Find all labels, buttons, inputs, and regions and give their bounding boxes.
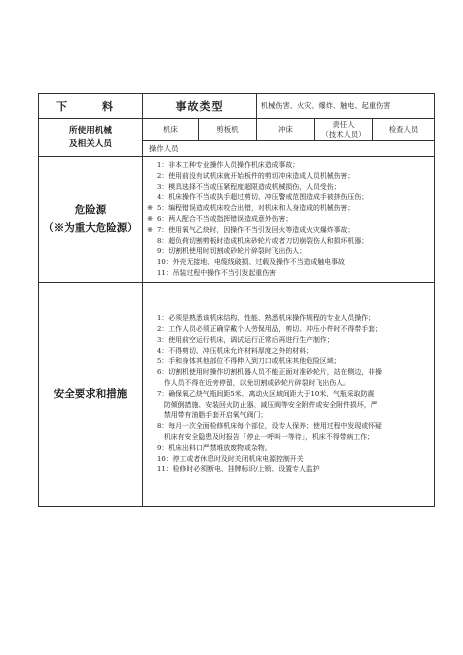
list-item <box>143 378 430 389</box>
machine-shear: 剪板机 <box>199 119 257 141</box>
major-hazard-mark <box>143 432 157 443</box>
hazard-list <box>143 157 435 283</box>
machine-row <box>39 119 435 141</box>
major-hazard-mark <box>143 356 157 367</box>
hazard-row <box>39 157 435 283</box>
major-hazard-mark <box>143 257 157 268</box>
major-hazard-mark <box>143 454 157 465</box>
list-item-text: 1：必须是熟悉该机床结构、性能、熟悉机床操作规程的专业人员操作； <box>157 314 375 323</box>
list-item <box>143 171 430 182</box>
inspector: 检查人员 <box>373 119 435 141</box>
list-item-text: 3：模具选择不当或压紧程度超限造成机械损伤，人员受伤； <box>157 182 341 191</box>
operator: 操作人员 <box>143 141 435 157</box>
accident-type-title: 事故类型 <box>143 94 257 119</box>
list-item <box>143 257 430 268</box>
major-hazard-mark: ※ <box>147 214 153 223</box>
list-item-text: 6：切割机使用时操作切割机器人员不能正面对准砂轮片，站在侧边，非操 <box>157 368 382 377</box>
machine-personnel-label: 所使用机械 及相关人员 <box>39 119 143 157</box>
list-item <box>143 464 430 475</box>
list-item-text: 5：手和身体其他部位不得伸入到刀口或机床其他危险区域； <box>157 357 341 366</box>
list-item-text: 4：不得剪切、冲压机床允许材料厚度之外的材料； <box>157 346 313 355</box>
list-item <box>143 246 430 257</box>
list-item <box>143 389 430 400</box>
major-hazard-mark <box>143 367 157 378</box>
list-item-text: 1：非本工种专业操作人员操作机床造成事故； <box>157 161 300 169</box>
list-item-text: 禁用带有油脂手套开启氧气阀门； <box>157 411 268 420</box>
list-item-text: 6：两人配合不当或指挥错误造成意外伤害； <box>157 214 293 223</box>
major-hazard-mark <box>143 410 157 421</box>
safety-row <box>39 282 435 506</box>
list-item-text: 作人员不得在近旁停留，以免切割或砂轮片碎裂时飞出伤人。 <box>157 379 350 388</box>
list-item <box>143 203 430 214</box>
list-item <box>143 367 430 378</box>
safety-label: 安全要求和措施 <box>39 282 143 506</box>
list-item-text: 防倾倒措施、安装回火防止器、减压阀等安全附件或安全附件损坏，严 <box>157 400 378 409</box>
list-item <box>143 346 430 357</box>
list-item-text: 2：使用前没有试机床就开始板件的剪切冲床造成人员机械伤害； <box>157 171 355 180</box>
major-hazard-mark <box>143 443 157 454</box>
list-item-text: 10：停工或者休息时及时关闭机床电源控制开关 <box>157 454 304 463</box>
safety-sheet <box>38 93 434 507</box>
safety-list <box>143 282 435 506</box>
list-item-text: 8：超负荷切割剪板时造成机床砂轮片或者刀切崩裂伤人和损坏机器； <box>157 236 369 245</box>
major-hazard-mark <box>143 335 157 346</box>
list-item-text: 7：确保氧乙炔气瓶间距5米、离动火区域间距大于10米、气瓶采取防震 <box>157 389 375 398</box>
major-hazard-mark <box>143 171 157 182</box>
list-item <box>143 421 430 432</box>
major-hazard-mark <box>143 313 157 324</box>
major-hazard-mark <box>143 421 157 432</box>
list-item <box>143 443 430 454</box>
list-item-text: 9：机床出料口严禁堆放废物或杂物。 <box>157 443 272 452</box>
major-hazard-mark <box>143 182 157 193</box>
machine-punch: 冲床 <box>257 119 315 141</box>
list-item-text: 4：机床操作不当或执手超过剪切、冲压警戒范围造成手被挤伤压伤； <box>157 193 369 202</box>
task-title: 下 料 <box>39 94 143 119</box>
list-item <box>143 432 430 443</box>
list-item <box>143 324 430 335</box>
list-item-text: 5：编程错误造成机床咬合出错，对机床和人身造成的机械伤害； <box>157 204 355 213</box>
list-item-text: 11：检修时必须断电、挂牌标识/上锁、设置专人监护 <box>157 465 320 474</box>
list-item <box>143 214 430 225</box>
list-item-text: 9：切割机使用时切割或砂轮片碎裂时飞出伤人； <box>157 247 307 256</box>
list-item <box>143 225 430 236</box>
major-hazard-mark <box>143 268 157 279</box>
hazard-label: 危险源 （※为重大危险源） <box>39 157 143 283</box>
list-item <box>143 454 430 465</box>
major-hazard-mark <box>143 400 157 411</box>
list-item-text: 11：吊装过程中操作不当引发起重伤害 <box>157 268 277 277</box>
accident-type-list: 机械伤害、火灾、爆炸、触电、起重伤害 <box>257 94 435 119</box>
list-item <box>143 268 430 279</box>
major-hazard-mark <box>143 346 157 357</box>
list-item <box>143 400 430 411</box>
major-hazard-mark <box>143 378 157 389</box>
list-item <box>143 356 430 367</box>
header-row <box>39 94 435 119</box>
responsible-person: 责任人 （技术人员） <box>315 119 373 141</box>
major-hazard-mark: ※ <box>147 225 153 234</box>
list-item-text: 机床有安全隐患及时报告「停止一呼叫一等待」，机床不得带病工作； <box>157 433 375 442</box>
major-hazard-mark <box>143 246 157 257</box>
list-item <box>143 182 430 193</box>
hazard-table <box>38 93 435 507</box>
major-hazard-mark: ※ <box>147 204 153 213</box>
major-hazard-mark <box>143 192 157 203</box>
list-item <box>143 192 430 203</box>
list-item <box>143 335 430 346</box>
major-hazard-mark <box>143 324 157 335</box>
list-item-text: 8：每月一次全面检修机床每个部位，设专人保养；使用过程中发现或怀疑 <box>157 422 382 431</box>
list-item-text: 7：使用氧气乙炔时，因操作不当引发回火等造成火灾爆炸事故； <box>157 225 355 234</box>
machine-lathe: 机床 <box>143 119 199 141</box>
major-hazard-mark <box>143 160 157 171</box>
list-item-text: 10：外壳无接地、电缆线破损、过载及操作不当造成触电事故 <box>157 258 345 267</box>
list-item-text: 3：使用前空运行机床，调试运行正常后再进行生产制作； <box>157 335 334 344</box>
list-item-text: 2：工作人员必须正确穿戴个人劳保用品，剪切、冲压小件时不得带手套； <box>157 325 382 334</box>
major-hazard-mark <box>143 464 157 475</box>
list-item <box>143 313 430 324</box>
list-item <box>143 236 430 247</box>
major-hazard-mark <box>143 236 157 247</box>
major-hazard-mark <box>143 389 157 400</box>
list-item <box>143 410 430 421</box>
list-item <box>143 160 430 171</box>
